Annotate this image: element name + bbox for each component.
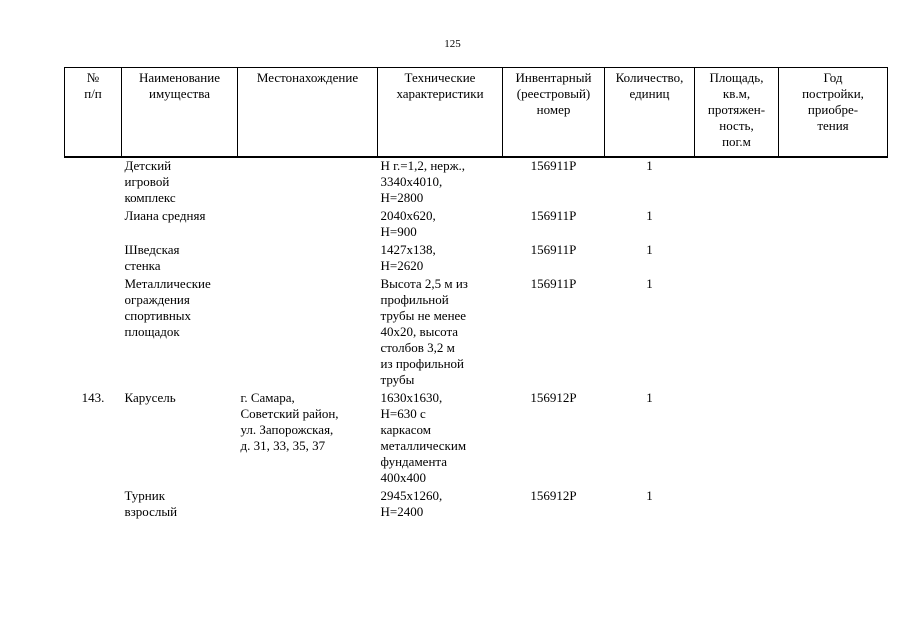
cell-number xyxy=(65,208,122,242)
cell-year xyxy=(779,488,888,522)
header-inventory: Инвентарный (реестровый) номер xyxy=(503,68,605,158)
cell-year xyxy=(779,208,888,242)
cell-name: Лиана средняя xyxy=(124,208,206,223)
cell-quantity: 1 xyxy=(646,390,653,405)
cell-quantity: 1 xyxy=(646,208,653,223)
cell-quantity: 1 xyxy=(646,242,653,257)
page-number: 125 xyxy=(444,38,461,50)
header-quantity: Количество, единиц xyxy=(605,68,695,158)
header-name: Наименование имущества xyxy=(122,68,238,158)
cell-tech: H г.=1,2, нерж., 3340х4010, H=2800 xyxy=(380,158,466,205)
table-row xyxy=(65,488,888,522)
cell-area xyxy=(695,488,779,522)
cell-number: 143. xyxy=(81,390,105,405)
header-tech: Технические характеристики xyxy=(378,68,503,158)
cell-inventory: 156911Р xyxy=(530,208,577,223)
cell-tech: 2945х1260, H=2400 xyxy=(380,488,443,519)
cell-number xyxy=(65,276,122,390)
cell-quantity: 1 xyxy=(646,158,653,173)
cell-name: Карусель xyxy=(124,390,176,405)
cell-inventory: 156911Р xyxy=(530,158,577,173)
cell-name: Детский игровой комплекс xyxy=(124,158,176,205)
cell-area xyxy=(695,208,779,242)
table-row xyxy=(65,390,888,488)
header-year: Год постройки, приобре- тения xyxy=(779,68,888,158)
header-location: Местонахождение xyxy=(238,68,378,158)
cell-inventory: 156911Р xyxy=(530,242,577,257)
cell-number xyxy=(65,242,122,276)
cell-location xyxy=(238,488,378,522)
cell-location xyxy=(238,242,378,276)
cell-inventory: 156912Р xyxy=(530,390,577,405)
cell-number xyxy=(65,157,122,208)
cell-location xyxy=(238,208,378,242)
cell-name: Турник взрослый xyxy=(124,488,178,519)
cell-year xyxy=(779,276,888,390)
cell-tech: Высота 2,5 м из профильной трубы не менее 40х20, высота столбов 3,2 м из профильной трубы xyxy=(380,276,468,387)
table-header-row xyxy=(65,68,888,158)
cell-location xyxy=(238,276,378,390)
cell-year xyxy=(779,242,888,276)
cell-tech: 1630х1630, H=630 с каркасом металлическим фундамента 400х400 xyxy=(380,390,467,485)
cell-name: Шведская стенка xyxy=(124,242,180,273)
header-area: Площадь, кв.м, протяжен- ность, пог.м xyxy=(695,68,779,158)
cell-inventory: 156912Р xyxy=(530,488,577,503)
table-row xyxy=(65,276,888,390)
cell-location xyxy=(238,157,378,208)
cell-quantity: 1 xyxy=(646,276,653,291)
cell-inventory: 156911Р xyxy=(530,276,577,291)
cell-year xyxy=(779,390,888,488)
cell-location: г. Самара, Советский район, ул. Запорожская, д. 31, 33, 35, 37 xyxy=(240,390,339,453)
property-registry-table xyxy=(64,67,888,522)
cell-year xyxy=(779,157,888,208)
table-row xyxy=(65,157,888,208)
cell-number xyxy=(65,488,122,522)
cell-name: Металлические ограждения спортивных площадок xyxy=(124,276,211,339)
table-row xyxy=(65,242,888,276)
header-number: № п/п xyxy=(65,68,122,158)
table-row xyxy=(65,208,888,242)
cell-quantity: 1 xyxy=(646,488,653,503)
cell-tech: 2040х620, H=900 xyxy=(380,208,436,239)
cell-area xyxy=(695,242,779,276)
cell-area xyxy=(695,157,779,208)
cell-area xyxy=(695,390,779,488)
cell-area xyxy=(695,276,779,390)
cell-tech: 1427х138, H=2620 xyxy=(380,242,436,273)
